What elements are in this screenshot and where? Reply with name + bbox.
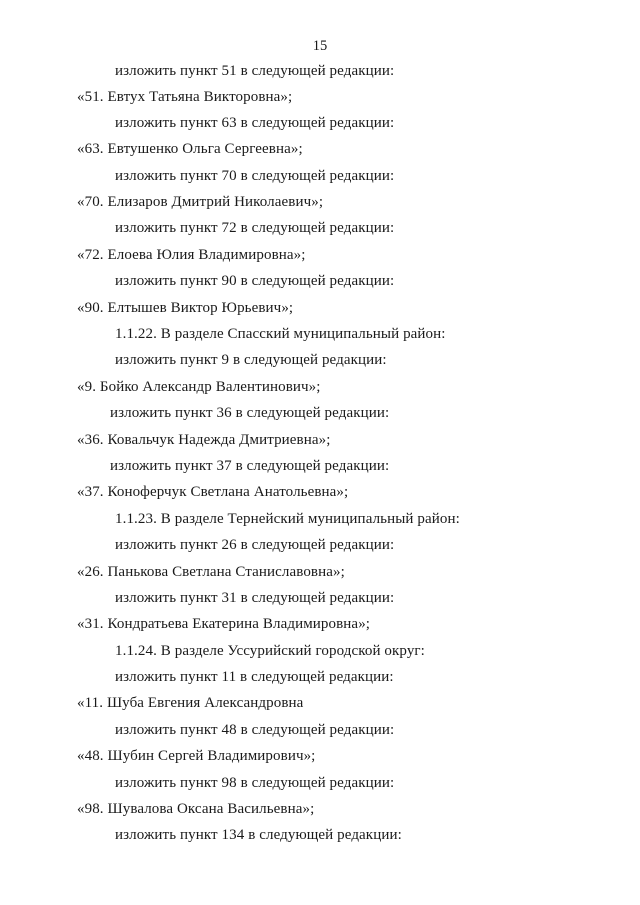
- section-heading-line: 1.1.22. В разделе Спасский муниципальный район:: [115, 326, 446, 342]
- entry-line: «51. Евтух Татьяна Викторовна»;: [77, 89, 293, 105]
- entry-line: «98. Шувалова Оксана Васильевна»;: [77, 801, 315, 817]
- entry-line: «70. Елизаров Дмитрий Николаевич»;: [77, 194, 324, 210]
- entry-line: «31. Кондратьева Екатерина Владимировна»;: [77, 616, 371, 632]
- section-heading-line: 1.1.24. В разделе Уссурийский городской округ:: [115, 643, 425, 659]
- entry-line: «26. Панькова Светлана Станиславовна»;: [77, 564, 345, 580]
- instruction-line: изложить пункт 134 в следующей редакции:: [115, 827, 402, 843]
- entry-line: «36. Ковальчук Надежда Дмитриевна»;: [77, 432, 331, 448]
- instruction-line: изложить пункт 36 в следующей редакции:: [110, 405, 390, 421]
- instruction-line: изложить пункт 90 в следующей редакции:: [115, 273, 395, 289]
- instruction-line: изложить пункт 11 в следующей редакции:: [115, 669, 394, 685]
- entry-line: «90. Елтышев Виктор Юрьевич»;: [77, 300, 294, 316]
- entry-line: «37. Коноферчук Светлана Анатольевна»;: [77, 484, 349, 500]
- entry-line: «63. Евтушенко Ольга Сергеевна»;: [77, 141, 303, 157]
- instruction-line: изложить пункт 37 в следующей редакции:: [110, 458, 390, 474]
- entry-line: «11. Шуба Евгения Александровна: [77, 695, 304, 711]
- instruction-line: изложить пункт 26 в следующей редакции:: [115, 537, 395, 553]
- instruction-line: изложить пункт 72 в следующей редакции:: [115, 220, 395, 236]
- entry-line: «9. Бойко Александр Валентинович»;: [77, 379, 321, 395]
- instruction-line: изложить пункт 70 в следующей редакции:: [115, 168, 395, 184]
- entry-line: «48. Шубин Сергей Владимирович»;: [77, 748, 316, 764]
- page-number: 15: [312, 38, 328, 54]
- instruction-line: изложить пункт 9 в следующей редакции:: [115, 352, 387, 368]
- instruction-line: изложить пункт 48 в следующей редакции:: [115, 722, 395, 738]
- instruction-line: изложить пункт 31 в следующей редакции:: [115, 590, 395, 606]
- instruction-line: изложить пункт 63 в следующей редакции:: [115, 115, 395, 131]
- instruction-line: изложить пункт 51 в следующей редакции:: [115, 63, 395, 79]
- section-heading-line: 1.1.23. В разделе Тернейский муниципальный район:: [115, 511, 460, 527]
- instruction-line: изложить пункт 98 в следующей редакции:: [115, 775, 395, 791]
- entry-line: «72. Елоева Юлия Владимировна»;: [77, 247, 306, 263]
